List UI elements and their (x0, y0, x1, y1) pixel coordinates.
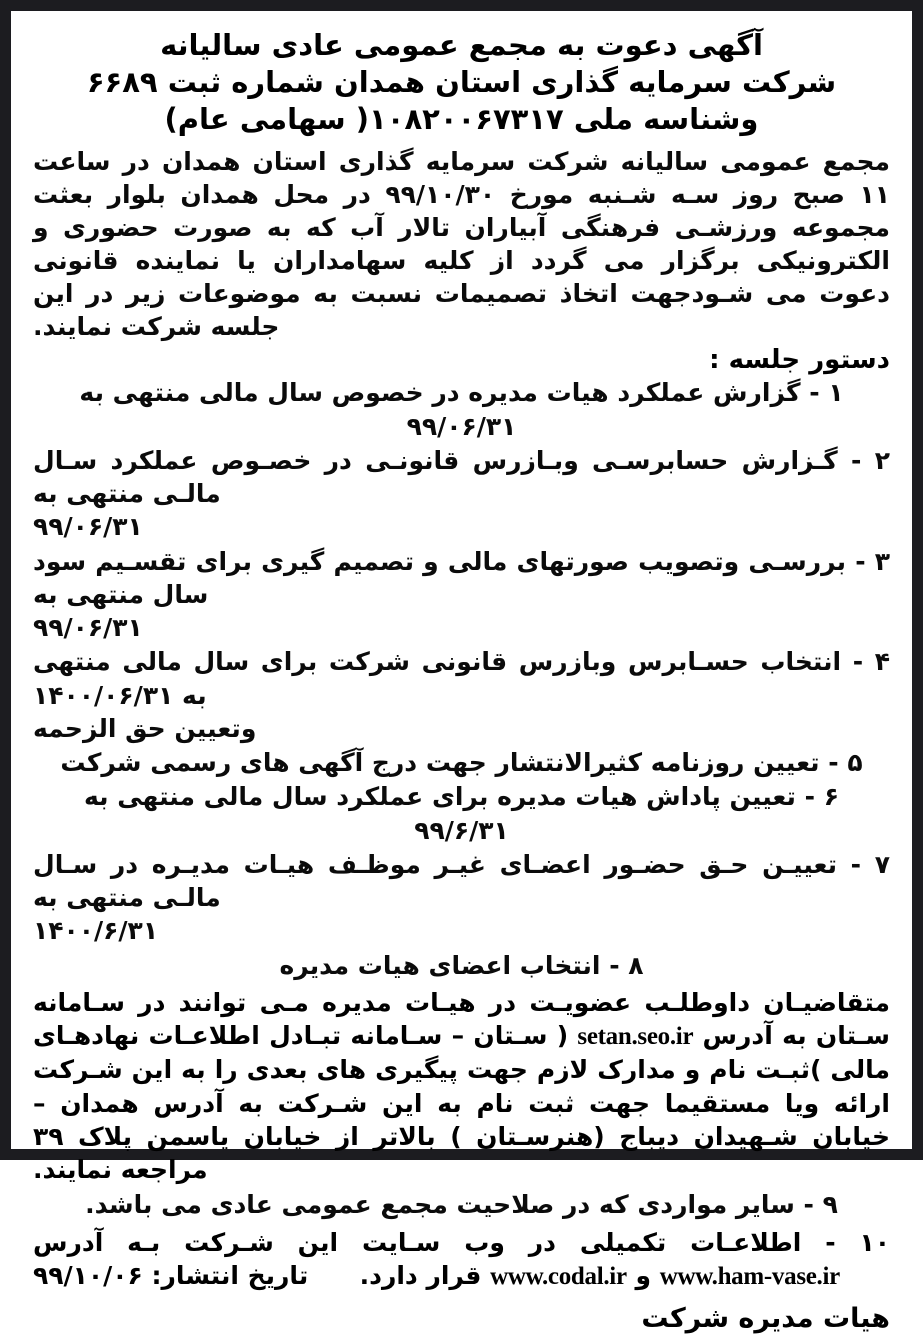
agenda-title: دستور جلسه : (709, 345, 890, 376)
agenda-item-6 (33, 780, 890, 847)
publication-date: ۹۹/۱۰/۰۶ (33, 1260, 143, 1290)
agenda-item-5 (33, 746, 890, 779)
headline-line-2: شرکت سرمایه گذاری استان همدان شماره ثبت ۶۶۸۹ (86, 65, 837, 100)
agenda-item-1-text: ۱ - گزارش عملکرد هیات مدیره در خصوص سال مالی منتهی به ۹۹/۰۶/۳۱ (79, 378, 844, 441)
ham-vase-url[interactable]: www.ham-vase.ir (659, 1262, 840, 1290)
agenda-item-8-text: ۸ - انتخاب اعضای هیات مدیره (279, 950, 644, 980)
headline-line-1: آگهی دعوت به مجمع عمومی عادی سالیانه (160, 28, 763, 62)
agenda-item-6-text: ۶ - تعیین پاداش هیات مدیره برای عملکرد سال مالی منتهی به ۹۹/۶/۳۱ (84, 782, 839, 845)
final-items-list (33, 1188, 890, 1221)
application-line-2: ( سـتان – سـامانه تبـادل اطلاعـات نهادهـای مالی )ثبـت نام و مدارک (33, 1021, 890, 1085)
item-ten-conjunction: و (635, 1260, 652, 1290)
item-ten-suffix: قرار دارد. (359, 1260, 482, 1290)
agenda-item-4 (33, 645, 890, 745)
agenda-item-3-text: ۳ - بررسـی وتصویب صورتهای مالی و تصمیم گیری برای تقسـیم سود سال منتهی به (33, 546, 890, 609)
agenda-item-3-continuation: ۹۹/۰۶/۳۱ (33, 613, 143, 643)
codal-url[interactable]: www.codal.ir (490, 1262, 627, 1290)
agenda-item-2-continuation: ۹۹/۰۶/۳۱ (33, 512, 143, 542)
agenda-item-5-text: ۵ - تعیین روزنامه کثیرالانتشار جهت درج آگهی های رسمی شرکت (60, 748, 863, 778)
headline-block (33, 21, 890, 138)
agenda-item-7-text: ۷ - تعییـن حـق حضـور اعضـای غیـر موظـف هیـات مدیـره در سـال مالـی منتهی به (33, 849, 890, 913)
agenda-item-9-text: ۹ - سایر مواردی که در صلاحیت مجمع عمومی عادی می باشد. (85, 1190, 838, 1220)
agenda-item-3 (33, 545, 890, 645)
intro-paragraph: مجمع عمومی سالیانه شرکت سرمایه گذاری استان همدان در ساعت ۱۱ صبح روز سـه شـنبه مورخ ۹۹/۱۰/۳۰ در محل همدان بلوار بعثت مجموعه ورزشـی فرهنگی آبیاران تالار آب که به صورت حضوری و الکترونیکی برگزار می گردد از کلیه سهامداران یا نماینده قانونی دعوت می شـودجهت اتخاذ تصمیمات نسبت به موضوعات زیر در این جلسه شرکت نمایند. (33, 147, 890, 342)
agenda-item-7 (33, 848, 890, 948)
agenda-list (33, 376, 890, 982)
item-ten-paragraph (33, 1226, 890, 1294)
signature-line: هیات مدیره شرکت (641, 1303, 890, 1334)
setan-system-url[interactable]: setan.seo.ir (577, 1023, 694, 1051)
application-line-3: لازم جهت پیگیری های بعدی را به این شـرکت ارائه ویا مستقیما جهت ثبت نام به این (33, 1055, 890, 1118)
agenda-item-2-text: ۲ - گـزارش حسابرسـی وبـازرس قانونـی در خصـوص عملکرد سـال مالـی منتهی به (33, 445, 890, 509)
agenda-item-4-continuation: وتعیین حق الزحمه (33, 713, 257, 743)
agenda-item-9 (33, 1188, 890, 1221)
publication-label: تاریخ انتشار: (151, 1260, 309, 1290)
agenda-item-1 (33, 376, 890, 443)
item-ten-prefix: ۱۰ - اطلاعـات تکمیلی در وب سـایت این شـرکت بـه آدرس (33, 1227, 890, 1257)
agenda-item-2 (33, 444, 890, 544)
application-line-5: پلاک ۳۹ مراجعه نمایند. (33, 1121, 208, 1185)
application-line-1: متقاضیـان داوطلـب عضویـت در هیـات مدیره مـی توانند در سـامانه سـتان به آدرس (33, 987, 890, 1051)
agenda-item-4-text: ۴ - انتخاب حسـابرس وبازرس قانونی شرکت برای سال مالی منتهی به ۱۴۰۰/۰۶/۳۱ (33, 647, 890, 710)
application-paragraph (33, 986, 890, 1187)
agenda-item-8 (33, 949, 890, 982)
headline-line-3: وشناسه ملی ۱۰۸۲۰۰۶۷۳۱۷( سهامی عام) (164, 102, 759, 137)
application-line-4: شـرکت به آدرس همدان –خیابان شـهیدان دیباج (هنرسـتان ) بالاتر از خیابان یاسمن (33, 1088, 890, 1151)
agenda-item-7-continuation: ۱۴۰۰/۶/۳۱ (33, 916, 159, 946)
